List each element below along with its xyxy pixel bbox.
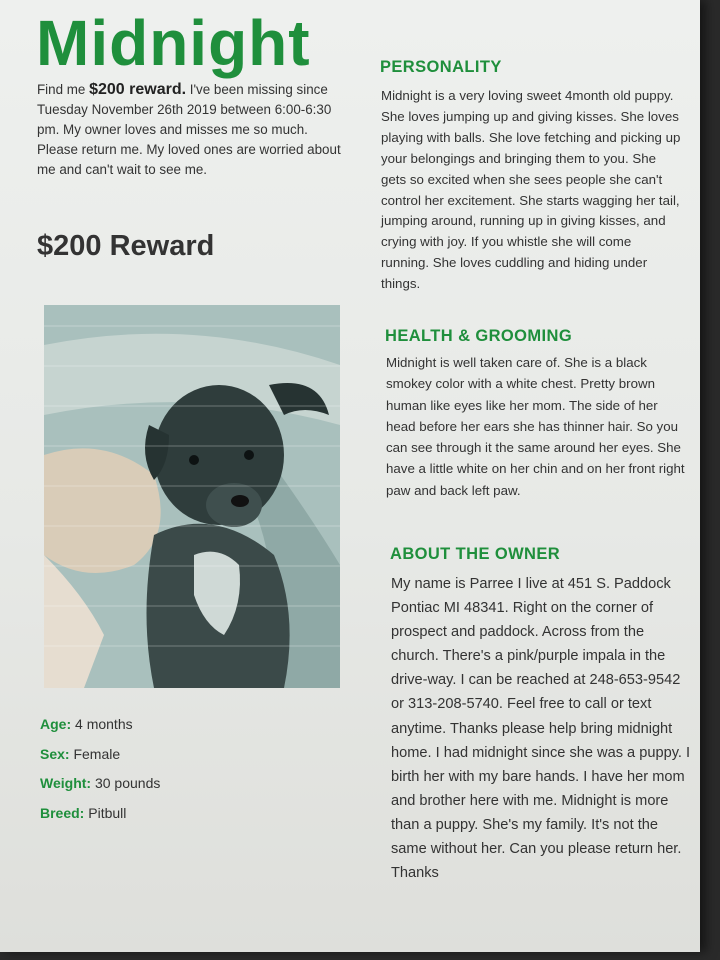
intro-paragraph [37,80,342,180]
health-title: HEALTH & GROOMING [385,327,573,345]
personality-text: Midnight is a very loving sweet 4month old puppy. She loves jumping up and giving kisses. She loves playing with balls. She love fetching and picking up your belongings and bringing them to you. She gets so excited when she sees people she can't control her excitement. She starts wagging her tail, jumping around, running up in giving kisses, and crying with joy. If you whistle she will come running. She loves cuddling and hiding under things. [381,88,681,292]
stat-label: Weight: [40,775,92,791]
personality-title: PERSONALITY [380,58,502,76]
intro-prefix: Find me [37,82,90,97]
stat-age [40,716,160,746]
owner-text: My name is Parree I live at 451 S. Paddock Pontiac MI 48341. Right on the corner of prospect and paddock. Across from the church. There's a pink/purple impala in the drive-way. I can be reached at 248-653-9542 or 313-208-5740. Feel free to call or text anytime. Thanks please help bring midnight home. I had midnight since she was a puppy. I birth her with my bare hands. I have her mom and brother here with me. Midnight is more than a puppy. She's my family. It's not the same without her. Can you please return her. Thanks [391,576,691,882]
stat-label: Breed: [40,804,85,821]
stat-label: Age: [40,716,72,732]
dog-stats [40,716,160,834]
stat-label: Sex: [40,745,70,762]
stat-value: Female [69,745,121,762]
reward-heading: $200 Reward [37,230,215,262]
health-text: Midnight is well taken care of. She is a black smokey color with a white chest. Pretty brown human like eyes like her mom. The side of her head before her ears she has thinner hair. So you can see through it the same around her eyes. She have a little white on her chin and on her front right paw and back left paw. [386,355,685,498]
stat-sex [40,746,160,776]
dog-photo [44,305,340,688]
intro-text: I've been missing since Tuesday November 26th 2019 between 6:00-6:30 pm. My owner loves and misses me so much. Please return me. My loved ones are worried about me and can't wait to see me. [37,82,341,177]
stat-weight [40,775,160,805]
stat-value: 4 months [71,716,133,732]
stat-value: Pitbull [84,804,127,821]
owner-title: ABOUT THE OWNER [390,545,561,563]
intro-reward: $200 reward. [89,81,187,98]
flyer-title: Midnight [36,7,311,79]
stat-breed [40,805,160,835]
stat-value: 30 pounds [91,775,161,791]
dog-photo-icon [44,305,340,688]
